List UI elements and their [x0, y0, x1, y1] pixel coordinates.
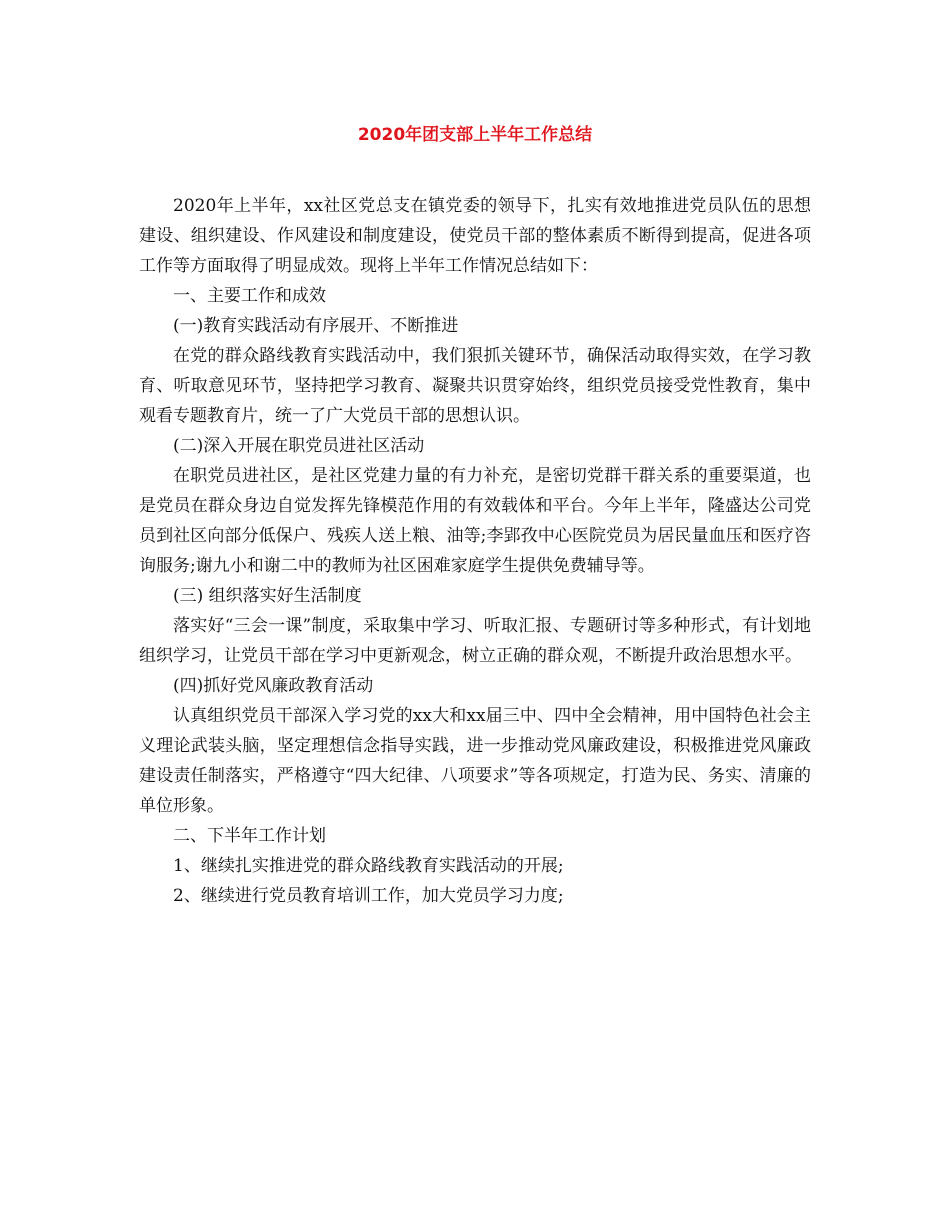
intro-paragraph: 2020年上半年，xx社区党总支在镇党委的领导下，扎实有效地推进党员队伍的思想建设、组织建设、作风建设和制度建设，使党员干部的整体素质不断得到提高，促进各项工作等方面取得了明显成效。现将上半年工作情况总结如下：	[139, 196, 811, 276]
subsection-heading-2: (二)深入开展在职党员进社区活动	[173, 436, 425, 456]
subsection-paragraph-4: 认真组织党员干部深入学习党的xx大和xx届三中、四中全会精神，用中国特色社会主义理论武装头脑，坚定理想信念指导实践，进一步推动党风廉政建设，积极推进党风廉政建设责任制落实，严格遵守“四大纪律、八项要求”等各项规定，打造为民、务实、清廉的单位形象。	[139, 706, 811, 816]
document-body	[139, 191, 811, 911]
subsection-paragraph-2: 在职党员进社区，是社区党建力量的有力补充，是密切党群干群关系的重要渠道，也是党员在群众身边自觉发挥先锋模范作用的有效载体和平台。今年上半年，隆盛达公司党员到社区向部分低保户、残疾人送上粮、油等;李郢孜中心医院党员为居民量血压和医疗咨询服务;谢九小和谢二中的教师为社区困难家庭学生提供免费辅导等。	[139, 466, 811, 576]
subsection-heading-3: (三) 组织落实好生活制度	[173, 586, 362, 606]
subsection-paragraph-3: 落实好“三会一课”制度，采取集中学习、听取汇报、专题研讨等多种形式，有计划地组织学习，让党员干部在学习中更新观念，树立正确的群众观，不断提升政治思想水平。	[139, 616, 811, 666]
plan-item-2: 2、继续进行党员教育培训工作，加大党员学习力度;	[173, 886, 564, 906]
subsection-paragraph-1: 在党的群众路线教育实践活动中，我们狠抓关键环节，确保活动取得实效，在学习教育、听取意见环节，坚持把学习教育、凝聚共识贯穿始终，组织党员接受党性教育，集中观看专题教育片，统一了广大党员干部的思想认识。	[139, 346, 811, 426]
section-heading-main-work: 一、主要工作和成效	[173, 286, 326, 306]
section-heading-plan: 二、下半年工作计划	[173, 826, 326, 846]
document-title: 2020年团支部上半年工作总结	[357, 125, 593, 145]
subsection-heading-1: (一)教育实践活动有序展开、不断推进	[173, 316, 459, 336]
subsection-heading-4: (四)抓好党风廉政教育活动	[173, 676, 374, 696]
plan-item-1: 1、继续扎实推进党的群众路线教育实践活动的开展;	[173, 856, 564, 876]
